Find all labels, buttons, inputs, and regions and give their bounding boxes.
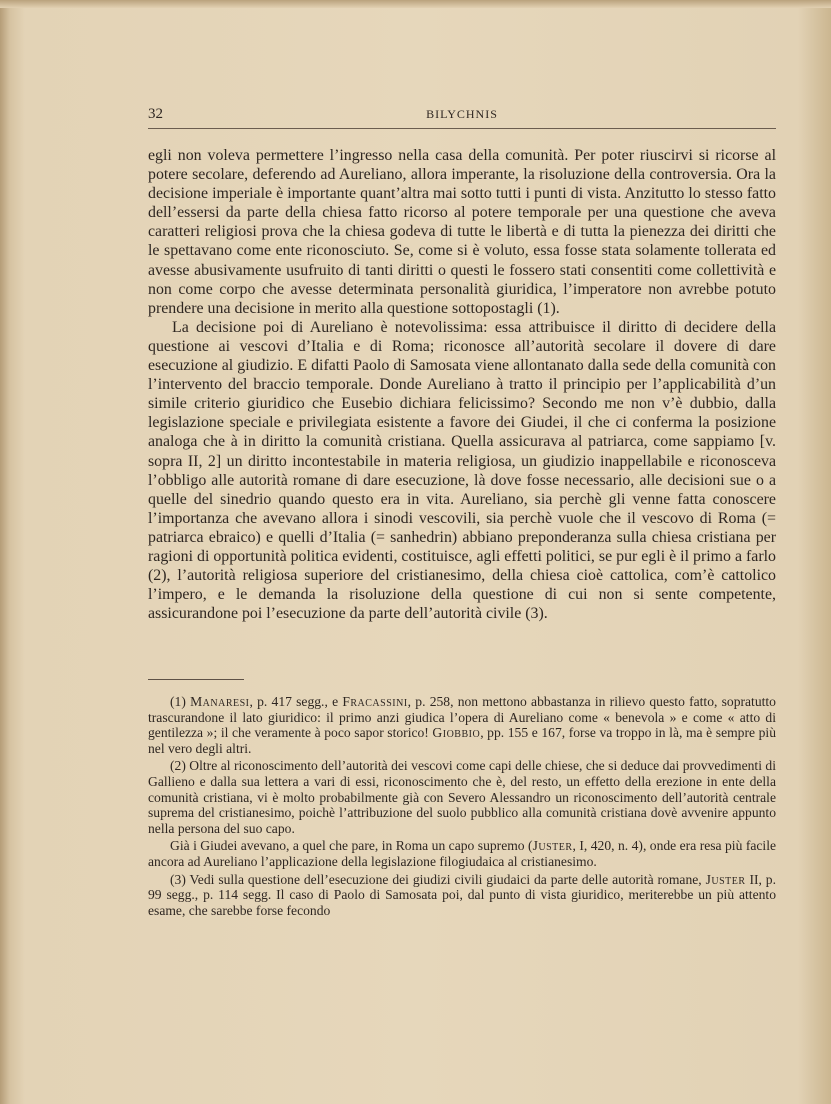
header-rule [148,128,776,129]
footnote-rule [148,679,244,680]
author-name: Juster [532,838,573,854]
page-number: 32 [148,106,163,122]
footnote-2: (2) Oltre al riconoscimento dell’autorità dei vescovi come capi delle chiese, che si deduce dai provvedimenti di Gallieno e dalla sua lettera a vari di essi, riconoscimento che è, del resto, un effetto della erezione in ente della comunità cristiana, vi è molto probabilmente già con Severo Alessandro un riconoscimento dell’autorità centrale suprema del cristianesimo, poichè l’attribuzione del suolo pubblico alla comunità cristiana dovè avvenire appunto nella persona del suo capo. [148,758,776,836]
author-name: Juster [705,871,746,887]
footnote-2-continued: Già i Giudei avevano, a quel che pare, in Roma un capo supremo (Juster, I, 420, n. 4), onde era resa più facile ancora ad Aureliano l’applicazione della legislazione filogiudaica al cristianesimo. [148,838,777,869]
paragraph: La decisione poi di Aureliano è notevolissima: essa attribuisce il diritto di decidere della questione ai vescovi d’Italia e di Roma; riconosce all’autorità secolare il dovere di dare esecuzione al giudizio. E difatti Paolo di Samosata viene allontanato dalla sede della comunità con l’intervento del braccio temporale. Donde Aureliano à tratto il principio per l’applicabilità d’un simile criterio giuridico che Eusebio dichiara felicissimo? Secondo me non v’è dubbio, dalla legislazione speciale e privilegiata esistente a favore dei Giudei, il che ci conferma la posizione analoga che à in diritto la comunità cristiana. Quella assicurava al patriarca, come sappiamo [v. sopra II, 2] un diritto incontestabile in materia religiosa, un giudizio inappellabile e riconosceva l’obbligo alle autorità romane di dare esecuzione, là dove fosse necessario, alle decisioni sue o a quelle del sinedrio quando questo era in vita. Aureliano, sia perchè gli venne fatta conoscere l’importanza che avevano allora i sinodi vescovili, sia perchè vuole che il vescovo di Roma (= patriarca ebraico) e quelli d’Italia (= sanhedrin) abbiano preponderanza sulla chiesa cristiana per ragioni di opportunità politica evidenti, costituisce, agli effetti politici, se pur egli è il primo a farlo (2), l’autorità religiosa superiore del cristianesimo, della chiesa cioè cattolica, com’è cattolico l’impero, e le demanda la risoluzione della questione di cui non si sente competente, assicurandone poi l’esecuzione da parte dell’autorità civile (3). [148,318,776,623]
footnotes [148,694,776,920]
author-name: Giobbio [432,725,481,741]
author-name: Manaresi [190,694,250,709]
footnote-3: (3) Vedi sulla questione dell’esecuzione dei giudizi civili giudaici da parte delle autorità romane, Juster II, p. 99 segg., p. 114 segg. Il caso di Paolo di Samosata poi, dal punto di vista giuridico, meriterebbe un più attento esame, che sarebbe forse fecondo [148,871,776,918]
main-text [148,146,776,623]
paragraph: egli non voleva permettere l’ingresso nella casa della comunità. Per poter riuscirvi si ricorse al potere secolare, deferendo ad Aureliano, allora imperante, la risoluzione della controversia. Ora la decisione imperiale è importante quant’altra mai sotto tutti i punti di vista. Anzitutto lo stesso fatto dell’essersi da parte della chiesa fatto ricorso al potere temporale per una questione che aveva caratteri religiosi prova che la chiesa godeva di tutte le libertà e di tutta la pienezza dei diritti che le spettavano come ente riconosciuto. Se, come si è voluto, essa fosse stata solamente tollerata ed avesse abusivamente usufruito di tanti diritti o questi le fossero stati consentiti come collettività e non come corpo che avesse determinata personalità giuridica, l’imperatore non avrebbe potuto prendere una decisione in merito alla questione sottopostagli (1). [148,147,776,317]
author-name: Fracassini [342,694,408,709]
running-header [148,106,776,126]
running-title: BILYCHNIS [426,107,498,121]
page-edge-top [0,0,831,8]
footnote-1: (1) Manaresi, p. 417 segg., e Fracassini, p. 258, non mettono abbastanza in rilievo questo fatto, sopratutto trascurandone il lato giuridico: il primo anzi giudica l’opera di Aureliano come « benevola » e come « atto di gentilezza »; il che veramente à poco sapor storico! Giobbio, pp. 155 e 167, forse va troppo in là, ma è sempre più nel vero degli altri. [148,694,776,756]
page-edge-left [0,0,10,1104]
